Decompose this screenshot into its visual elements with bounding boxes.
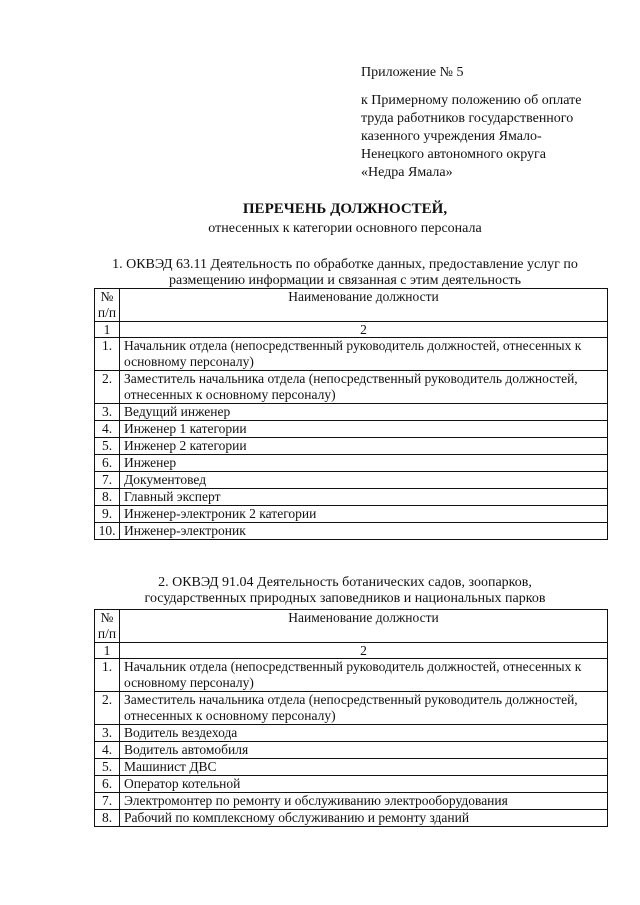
appendix-line: к Примерному положению об оплате <box>361 93 582 108</box>
table-row <box>95 523 608 540</box>
table-row <box>95 489 608 506</box>
position-name: Машинист ДВС <box>120 759 608 776</box>
section-heading-line: 2. ОКВЭД 91.04 Деятельность ботанических садов, зоопарков, <box>158 575 532 590</box>
section-heading-line: размещению информации и связанная с этим деятельность <box>168 273 522 288</box>
table-index-row <box>95 322 608 338</box>
row-number: 4. <box>95 742 120 759</box>
position-name: Главный эксперт <box>120 489 608 506</box>
section-2-heading <box>70 575 620 607</box>
section-heading-line: 1. ОКВЭД 63.11 Деятельность по обработке данных, предоставление услуг по <box>112 257 578 272</box>
row-number: 2. <box>95 371 120 404</box>
col-number-header: № п/п <box>95 610 120 643</box>
row-number: 1. <box>95 659 120 692</box>
position-name: Водитель автомобиля <box>120 742 608 759</box>
col-number-header: № п/п <box>95 289 120 322</box>
position-name: Начальник отдела (непосредственный руководитель должностей, отнесенных к основному персоналу) <box>120 659 608 692</box>
row-number: 3. <box>95 404 120 421</box>
table-row <box>95 725 608 742</box>
col-name-header: Наименование должности <box>120 610 608 643</box>
appendix-reference <box>361 92 621 182</box>
position-name: Инженер <box>120 455 608 472</box>
table-index-row <box>95 643 608 659</box>
appendix-number: Приложение № 5 <box>361 65 464 80</box>
position-name: Водитель вездехода <box>120 725 608 742</box>
row-number: 5. <box>95 438 120 455</box>
row-number: 3. <box>95 725 120 742</box>
table-row <box>95 692 608 725</box>
row-number: 1. <box>95 338 120 371</box>
row-number: 2. <box>95 692 120 725</box>
row-number: 4. <box>95 421 120 438</box>
index-cell: 1 <box>95 322 120 338</box>
table-row <box>95 506 608 523</box>
position-name: Документовед <box>120 472 608 489</box>
table-row <box>95 776 608 793</box>
table-row <box>95 793 608 810</box>
index-cell: 1 <box>95 643 120 659</box>
document-title: ПЕРЕЧЕНЬ ДОЛЖНОСТЕЙ, <box>242 201 448 217</box>
position-name: Инженер-электроник <box>120 523 608 540</box>
position-name: Начальник отдела (непосредственный руководитель должностей, отнесенных к основному персоналу) <box>120 338 608 371</box>
table-row <box>95 659 608 692</box>
table-row <box>95 742 608 759</box>
appendix-line: «Недра Ямала» <box>361 165 453 180</box>
appendix-line: труда работников государственного <box>361 111 574 126</box>
section-2-table <box>94 609 608 827</box>
row-number: 8. <box>95 810 120 827</box>
position-name: Заместитель начальника отдела (непосредственный руководитель должностей, отнесенных к основному персоналу) <box>120 692 608 725</box>
table-header-row <box>95 610 608 643</box>
position-name: Инженер 2 категории <box>120 438 608 455</box>
section-1-heading <box>70 257 620 289</box>
col-name-header: Наименование должности <box>120 289 608 322</box>
table-row <box>95 421 608 438</box>
section-1-table <box>94 288 608 540</box>
row-number: 9. <box>95 506 120 523</box>
position-name: Заместитель начальника отдела (непосредственный руководитель должностей, отнесенных к основному персоналу) <box>120 371 608 404</box>
table-row <box>95 759 608 776</box>
index-cell: 2 <box>120 322 608 338</box>
position-name: Оператор котельной <box>120 776 608 793</box>
row-number: 5. <box>95 759 120 776</box>
table-row <box>95 810 608 827</box>
row-number: 6. <box>95 776 120 793</box>
table-row <box>95 371 608 404</box>
row-number: 10. <box>95 523 120 540</box>
row-number: 6. <box>95 455 120 472</box>
document-subtitle: отнесенных к категории основного персонала <box>208 221 482 236</box>
index-cell: 2 <box>120 643 608 659</box>
table-row <box>95 338 608 371</box>
position-name: Рабочий по комплексному обслуживанию и ремонту зданий <box>120 810 608 827</box>
row-number: 7. <box>95 793 120 810</box>
table-row <box>95 455 608 472</box>
position-name: Инженер-электроник 2 категории <box>120 506 608 523</box>
appendix-line: казенного учреждения Ямало- <box>361 129 542 144</box>
position-name: Ведущий инженер <box>120 404 608 421</box>
position-name: Электромонтер по ремонту и обслуживанию электрооборудования <box>120 793 608 810</box>
appendix-line: Ненецкого автономного округа <box>361 147 546 162</box>
row-number: 8. <box>95 489 120 506</box>
section-heading-line: государственных природных заповедников и национальных парков <box>144 591 546 606</box>
table-row <box>95 404 608 421</box>
table-header-row <box>95 289 608 322</box>
table-row <box>95 472 608 489</box>
position-name: Инженер 1 категории <box>120 421 608 438</box>
row-number: 7. <box>95 472 120 489</box>
appendix-block <box>361 64 621 182</box>
table-row <box>95 438 608 455</box>
